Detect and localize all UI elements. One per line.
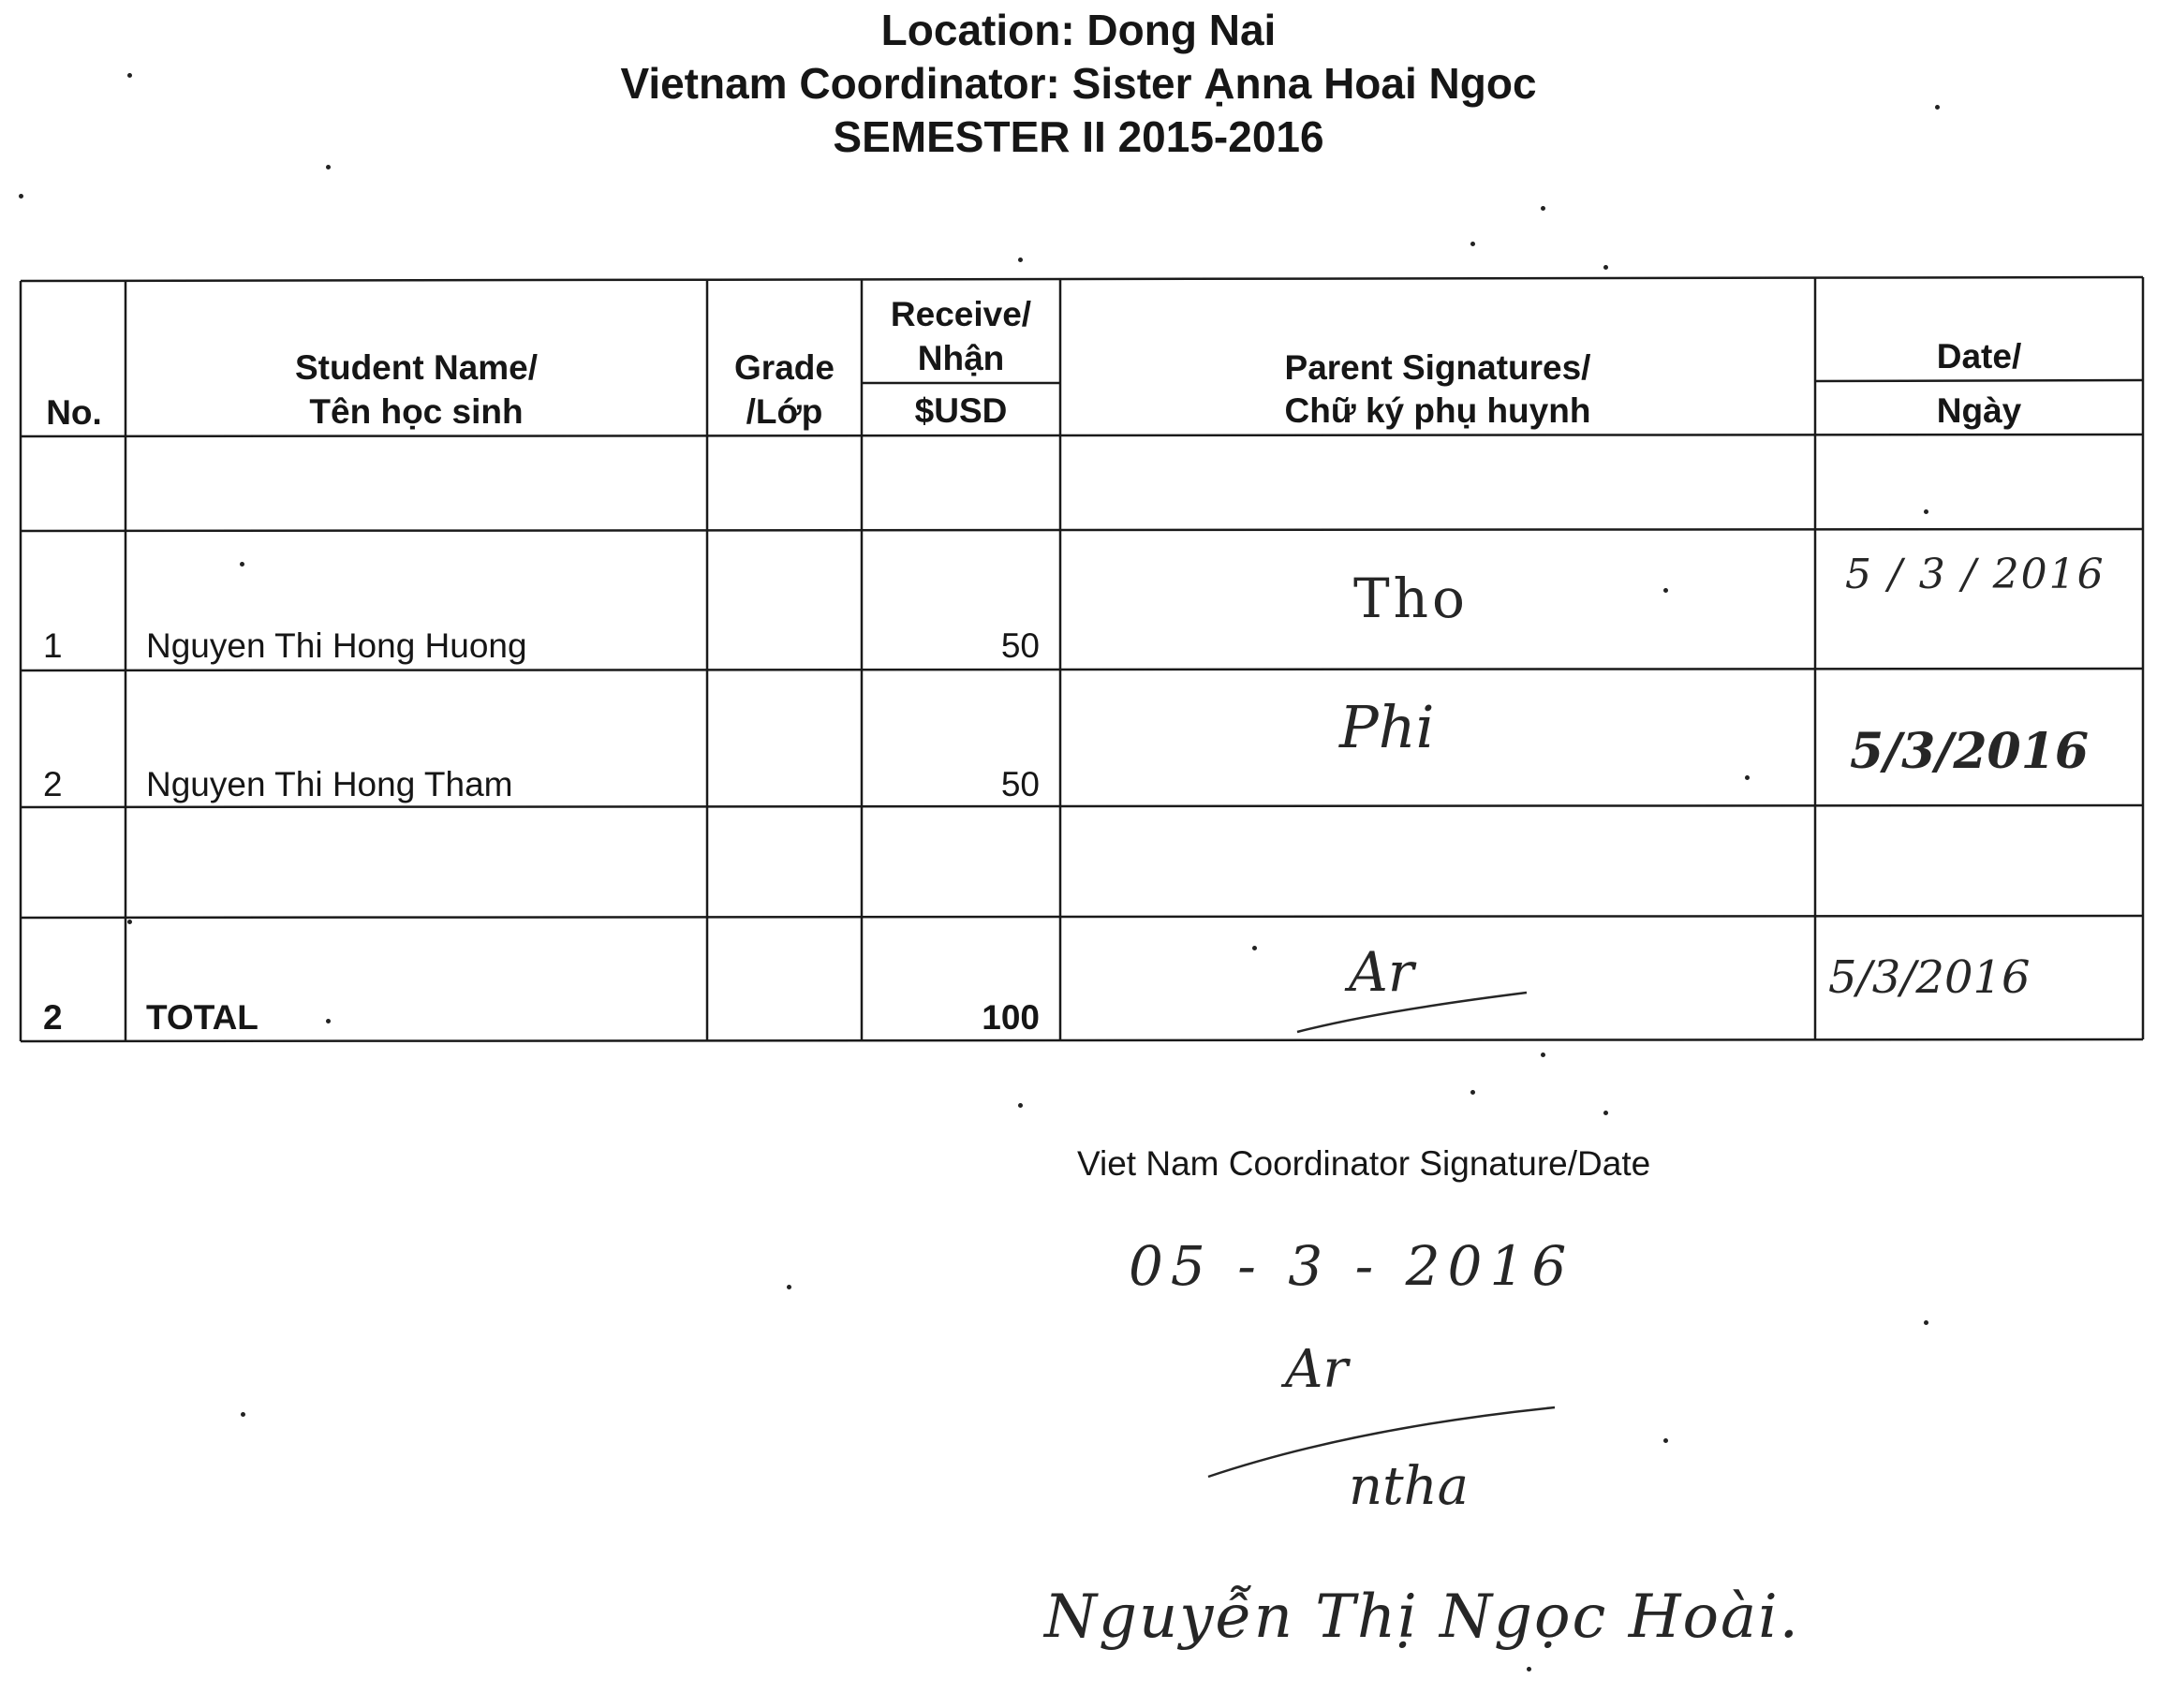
- coordinator-short-name: ntha: [1349, 1456, 1470, 1517]
- coordinator-signature-label: Viet Nam Coordinator Signature/Date: [1077, 1144, 1651, 1183]
- header-date-en: Date/: [1936, 337, 2022, 375]
- scan-speck: [1470, 1090, 1475, 1095]
- row-1-date: 5 / 3 / 2016: [1845, 551, 2105, 598]
- header-grade-vi: /Lớp: [746, 392, 823, 431]
- total-date: 5/3/2016: [1828, 951, 2031, 1004]
- coordinator-title: Vietnam Coordinator: Sister Ạnna Hoai Ngoc: [620, 59, 1537, 108]
- coordinator-full-name: Nguyễn Thị Ngọc Hoài.: [1044, 1583, 1800, 1652]
- scan-speck: [1018, 1103, 1023, 1108]
- scan-speck: [1470, 242, 1475, 246]
- total-signature: Ar: [1349, 940, 1414, 1004]
- header-student-name-en: Student Name/: [294, 348, 539, 387]
- scan-speck: [1745, 775, 1750, 780]
- header-parent-sig-en: Parent Signatures/: [1284, 348, 1591, 387]
- scan-speck: [1924, 509, 1928, 514]
- coordinator-signature-date: 05 - 3 - 2016: [1129, 1234, 1574, 1298]
- scan-speck: [1603, 265, 1608, 270]
- scan-speck: [1935, 105, 1940, 110]
- scan-speck: [19, 194, 23, 199]
- total-label: TOTAL: [146, 998, 259, 1037]
- row-2-amount: 50: [1000, 765, 1040, 803]
- total-amount: 100: [982, 998, 1040, 1037]
- scan-speck: [240, 562, 244, 567]
- scan-speck: [326, 165, 331, 169]
- scan-speck: [127, 920, 132, 924]
- coordinator-initials: Ar: [1285, 1339, 1349, 1400]
- header-student-name-vi: Tên học sinh: [309, 392, 524, 431]
- scan-speck: [326, 1019, 331, 1023]
- row-2-no: 2: [43, 765, 63, 803]
- scan-speck: [1527, 1667, 1531, 1671]
- row-1-student-name: Nguyen Thi Hong Huong: [146, 626, 527, 665]
- scan-speck: [1924, 1320, 1928, 1325]
- scan-speck: [1663, 1438, 1668, 1443]
- total-no: 2: [43, 998, 63, 1037]
- scan-speck: [1541, 1053, 1545, 1057]
- scan-speck: [1018, 258, 1023, 262]
- header-receive-vi: Nhận: [917, 339, 1005, 377]
- header-receive-unit: $USD: [914, 391, 1008, 430]
- location-title: Location: Dong Nai: [880, 6, 1277, 54]
- scan-speck: [1663, 588, 1668, 593]
- header-parent-sig-vi: Chữ ký phụ huynh: [1284, 391, 1591, 430]
- semester-title: SEMESTER II 2015-2016: [833, 112, 1324, 161]
- scan-speck: [1541, 206, 1545, 211]
- header-grade-en: Grade: [734, 348, 835, 387]
- scan-speck: [1252, 946, 1257, 950]
- row-2-student-name: Nguyen Thi Hong Tham: [146, 765, 513, 803]
- scan-speck: [787, 1285, 791, 1289]
- row-2-date: 5/3/2016: [1850, 723, 2090, 780]
- scan-speck: [1603, 1111, 1608, 1115]
- row-1-no: 1: [43, 626, 63, 665]
- row-1-amount: 50: [1000, 626, 1040, 665]
- scan-speck: [241, 1412, 245, 1417]
- header-date-vi: Ngày: [1936, 391, 2022, 430]
- total-signature-stroke: [1293, 983, 1536, 1039]
- scan-speck: [127, 73, 132, 78]
- header-no: No.: [46, 393, 102, 432]
- row-2-parent-signature: Phi: [1339, 693, 1435, 761]
- row-1-parent-signature: Tho: [1353, 567, 1469, 630]
- header-receive-en: Receive/: [890, 295, 1032, 333]
